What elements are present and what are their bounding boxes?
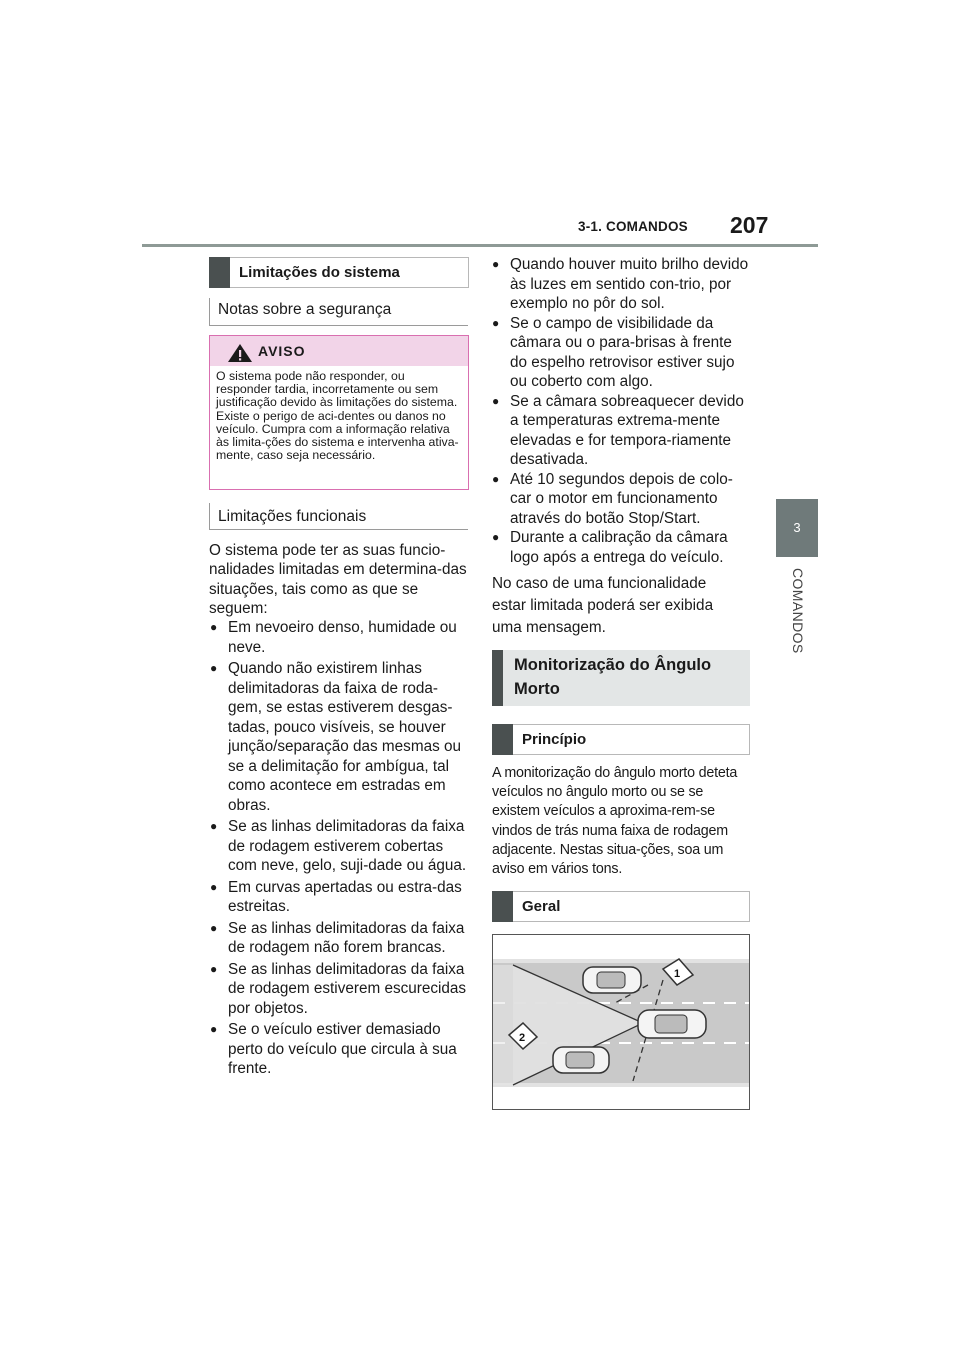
chapter-tab[interactable]: 3 xyxy=(776,499,818,557)
subheading-tick xyxy=(209,503,210,529)
blind-spot-illustration xyxy=(492,934,750,1110)
page-number: 207 xyxy=(730,212,769,238)
marker-2-label: 2 xyxy=(519,1032,526,1044)
warning-title: AVISO xyxy=(258,343,306,359)
general-heading xyxy=(492,891,750,922)
warning-header xyxy=(210,336,468,366)
system-limitations-heading xyxy=(209,257,469,288)
heading-bar xyxy=(209,257,230,288)
heading-bar xyxy=(492,724,513,755)
warning-triangle-icon xyxy=(227,343,253,363)
list-item: ● Em nevoeiro denso, humidade ou neve. xyxy=(210,618,468,657)
principle-text: A monitorização do ângulo morto deteta veículos no ângulo morto ou se se existem veículos a aproxima-rem-se vindos de trás numa faixa de rodagem adjacente. Nestas situa-ções, soa um aviso em vários tons. xyxy=(492,765,738,878)
system-limitations-title: Limitações do sistema xyxy=(239,264,400,281)
header-rule xyxy=(142,244,818,247)
heading-bar xyxy=(492,891,513,922)
subheading-rule xyxy=(209,529,468,530)
warning-text: O sistema pode não responder, ou responder tardia, incorretamente ou sem justificação devido às limitações do sistema. Existe o perigo de aci-dentes ou danos no veículo. Cumpra com a informação relativa às limita-ções do sistema e intervenha ativa-mente, caso seja necessário. xyxy=(216,369,459,463)
functional-limitations-heading: Limitações funcionais xyxy=(218,508,367,525)
list-item: ● Se a câmara sobreaquecer devido a temperaturas extrema-mente elevadas e for tempora-riamente desativada. xyxy=(492,392,750,470)
left-bullet-list xyxy=(210,618,468,1079)
subheading-rule xyxy=(209,325,468,326)
list-item: ● Em curvas apertadas ou estra-das estreitas. xyxy=(210,878,468,917)
section-header: 3-1. COMANDOS xyxy=(578,219,688,234)
blind-spot-section-title: Monitorização do Ângulo Morto xyxy=(514,656,712,698)
list-item: ● Se as linhas delimitadoras da faixa de rodagem não forem brancas. xyxy=(210,919,468,958)
list-item: ● Quando houver muito brilho devido às luzes em sentido con-trio, por exemplo no pôr do sol. xyxy=(492,255,750,314)
list-item: ● Até 10 segundos depois de colo-car o motor em funcionamento através do botão Stop/Start. xyxy=(492,470,750,529)
list-item: ● Se o campo de visibilidade da câmara ou o para-brisas à frente do espelho retrovisor estiver sujo ou coberto com algo. xyxy=(492,314,750,392)
chapter-label: COMANDOS xyxy=(790,568,806,654)
right-bullet-list xyxy=(492,255,750,567)
principle-heading xyxy=(492,724,750,755)
car-ego xyxy=(638,1010,706,1038)
heading-bar xyxy=(492,650,503,706)
marker-1-label: 1 xyxy=(674,968,681,980)
warning-box xyxy=(209,335,469,490)
list-item: ● Se as linhas delimitadoras da faixa de rodagem estiverem cobertas com neve, gelo, suji-dade ou água. xyxy=(210,817,468,876)
list-item: ● Quando não existirem linhas delimitadoras da faixa de roda-gem, se estas estiverem desgas-tadas, pouco visíveis, se houver junção/separação das mesmas ou se a delimitação for ambígua, tal como acontece em estradas em obras. xyxy=(210,659,468,815)
general-title: Geral xyxy=(522,898,561,915)
principle-title: Princípio xyxy=(522,731,587,748)
blind-spot-section-heading xyxy=(492,650,750,706)
road-diagram xyxy=(493,935,749,1109)
car-bottom-lane xyxy=(553,1047,609,1073)
intro-paragraph: O sistema pode ter as suas funcio-nalidades limitadas em determina-das situações, tais como as que se seguem: xyxy=(209,542,467,618)
car-top-lane xyxy=(583,967,641,993)
list-item: ● Se as linhas delimitadoras da faixa de rodagem estiverem escurecidas por objetos. xyxy=(210,960,468,1019)
message-note: No caso de uma funcionalidade estar limitada poderá ser exibida uma mensagem. xyxy=(492,575,714,636)
list-item: ● Se o veículo estiver demasiado perto do veículo que circula à sua frente. xyxy=(210,1020,468,1079)
subheading-tick xyxy=(209,298,210,325)
list-item: ● Durante a calibração da câmara logo após a entrega do veículo. xyxy=(492,528,750,567)
safety-notes-heading: Notas sobre a segurança xyxy=(218,301,392,318)
